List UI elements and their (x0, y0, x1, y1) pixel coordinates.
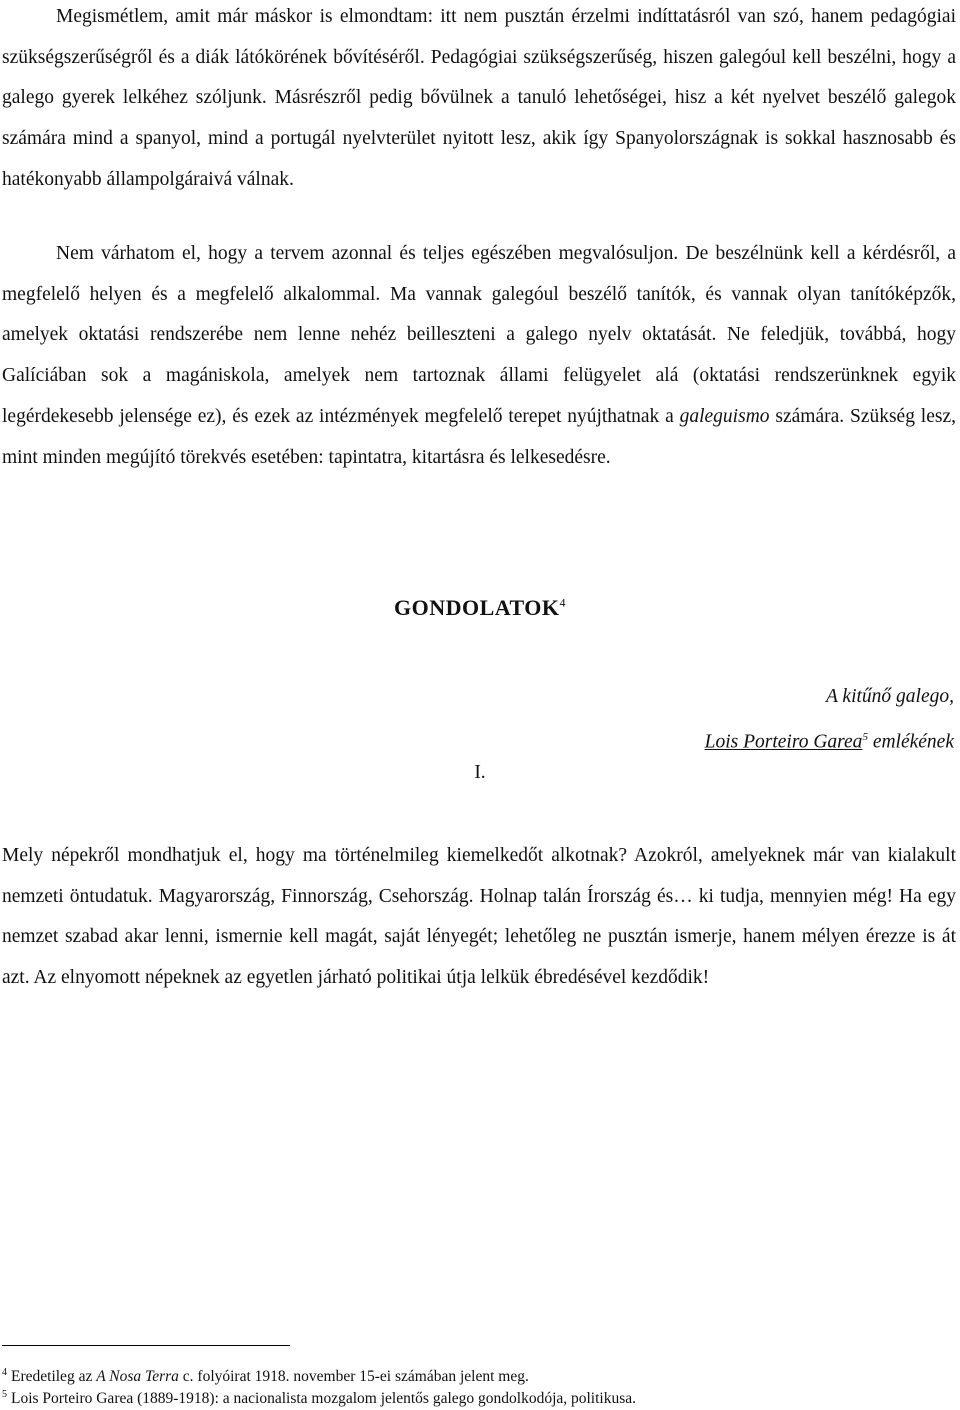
heading-title: GONDOLATOK (393, 595, 560, 620)
paragraph-text: Megismétlem, amit már máskor is elmondtam: itt nem pusztán érzelmi indíttatásról van szó, hanem pedagógiai szükségszerűségről és a diák látókörének bővítéséről. Pedagógiai szükségszerűség, hiszen galegóul kell beszélni, hogy a galego gyerek lelkéhez szóljunk. Másrészről pedig bővülnek a tanuló lehetőségei, hisz a két nyelvet beszélő galegok számára mind a spanyol, mind a portugál nyelvterület nyitott lesz, akik így Spanyolországnak is sokkal hasznosabb és hatékonyabb állampolgáraivá válnak. (2, 6, 956, 190)
footnote-mark: 5 (2, 1389, 7, 1400)
footnote-5 (2, 1384, 636, 1410)
paragraph-pedagogy (2, 0, 956, 201)
section-heading (0, 595, 960, 621)
dedication (705, 676, 954, 763)
dedication-name: Lois Porteiro Garea (704, 731, 863, 753)
paragraph-nations (2, 836, 956, 999)
dedication-rest: emlékének (867, 731, 954, 753)
footnote-separator (2, 1345, 290, 1346)
footnote-text: Lois Porteiro Garea (1889-1918): a nacionalista mozgalom jelentős galego gondolkodója, politikusa. (11, 1390, 637, 1408)
paragraph-plan (2, 234, 956, 478)
footnote-mark: 4 (2, 1367, 7, 1378)
paragraph-text: Mely népekről mondhatjuk el, hogy ma történelmileg kiemelkedőt alkotnak? Azokról, amelyeknek már van kialakult nemzeti öntudatuk. Magyarország, Finnország, Csehország. Holnap talán Írország és… ki tudja, mennyien még! Ha egy nemzet szabad akar lenni, ismernie kell magát, saját lényegét; lehetőleg ne pusztán ismerje, hanem mélyen érezze is át azt. Az elnyomott népeknek az egyetlen járható politikai útja lelkük ébredésével kezdődik! (2, 845, 956, 989)
dedication-line-2 (705, 717, 954, 763)
section-number: I. (474, 762, 486, 783)
footnote-italic: A Nosa Terra (96, 1368, 179, 1386)
footnote-text-after: c. folyóirat 1918. november 15-ei számában jelent meg. (178, 1368, 529, 1386)
dedication-line-1: A kitűnő galego, (826, 686, 954, 707)
footnote-text-before: Eredetileg az (11, 1368, 97, 1386)
footnote-ref-5[interactable]: 5 (862, 731, 868, 743)
footnote-ref-4[interactable]: 4 (559, 595, 567, 610)
paragraph-text-after: számára. Szükség lesz, mint minden megújító törekvés esetében: tapintatra, kitartásra és lelkesedésre. (2, 405, 956, 468)
italic-term: galeguismo (679, 405, 770, 427)
paragraph-text-before: Nem várhatom el, hogy a tervem azonnal és teljes egészében megvalósuljon. De beszélnünk kell a kérdésről, a megfelelő helyen és a megfelelő alkalommal. Ma vannak galegóul beszélő tanítók, és vannak olyan tanítóképzők, amelyek oktatási rendszerébe nem lenne nehéz beilleszteni a galego nyelv oktatását. Ne feledjük, továbbá, hogy Galíciában sok a magániskola, amelyek nem tartoznak állami felügyelet alá (oktatási rendszerünknek egyik legérdekesebb jelensége ez), és ezek az intézmények megfelelő terepet nyújthatnak a (2, 243, 956, 427)
